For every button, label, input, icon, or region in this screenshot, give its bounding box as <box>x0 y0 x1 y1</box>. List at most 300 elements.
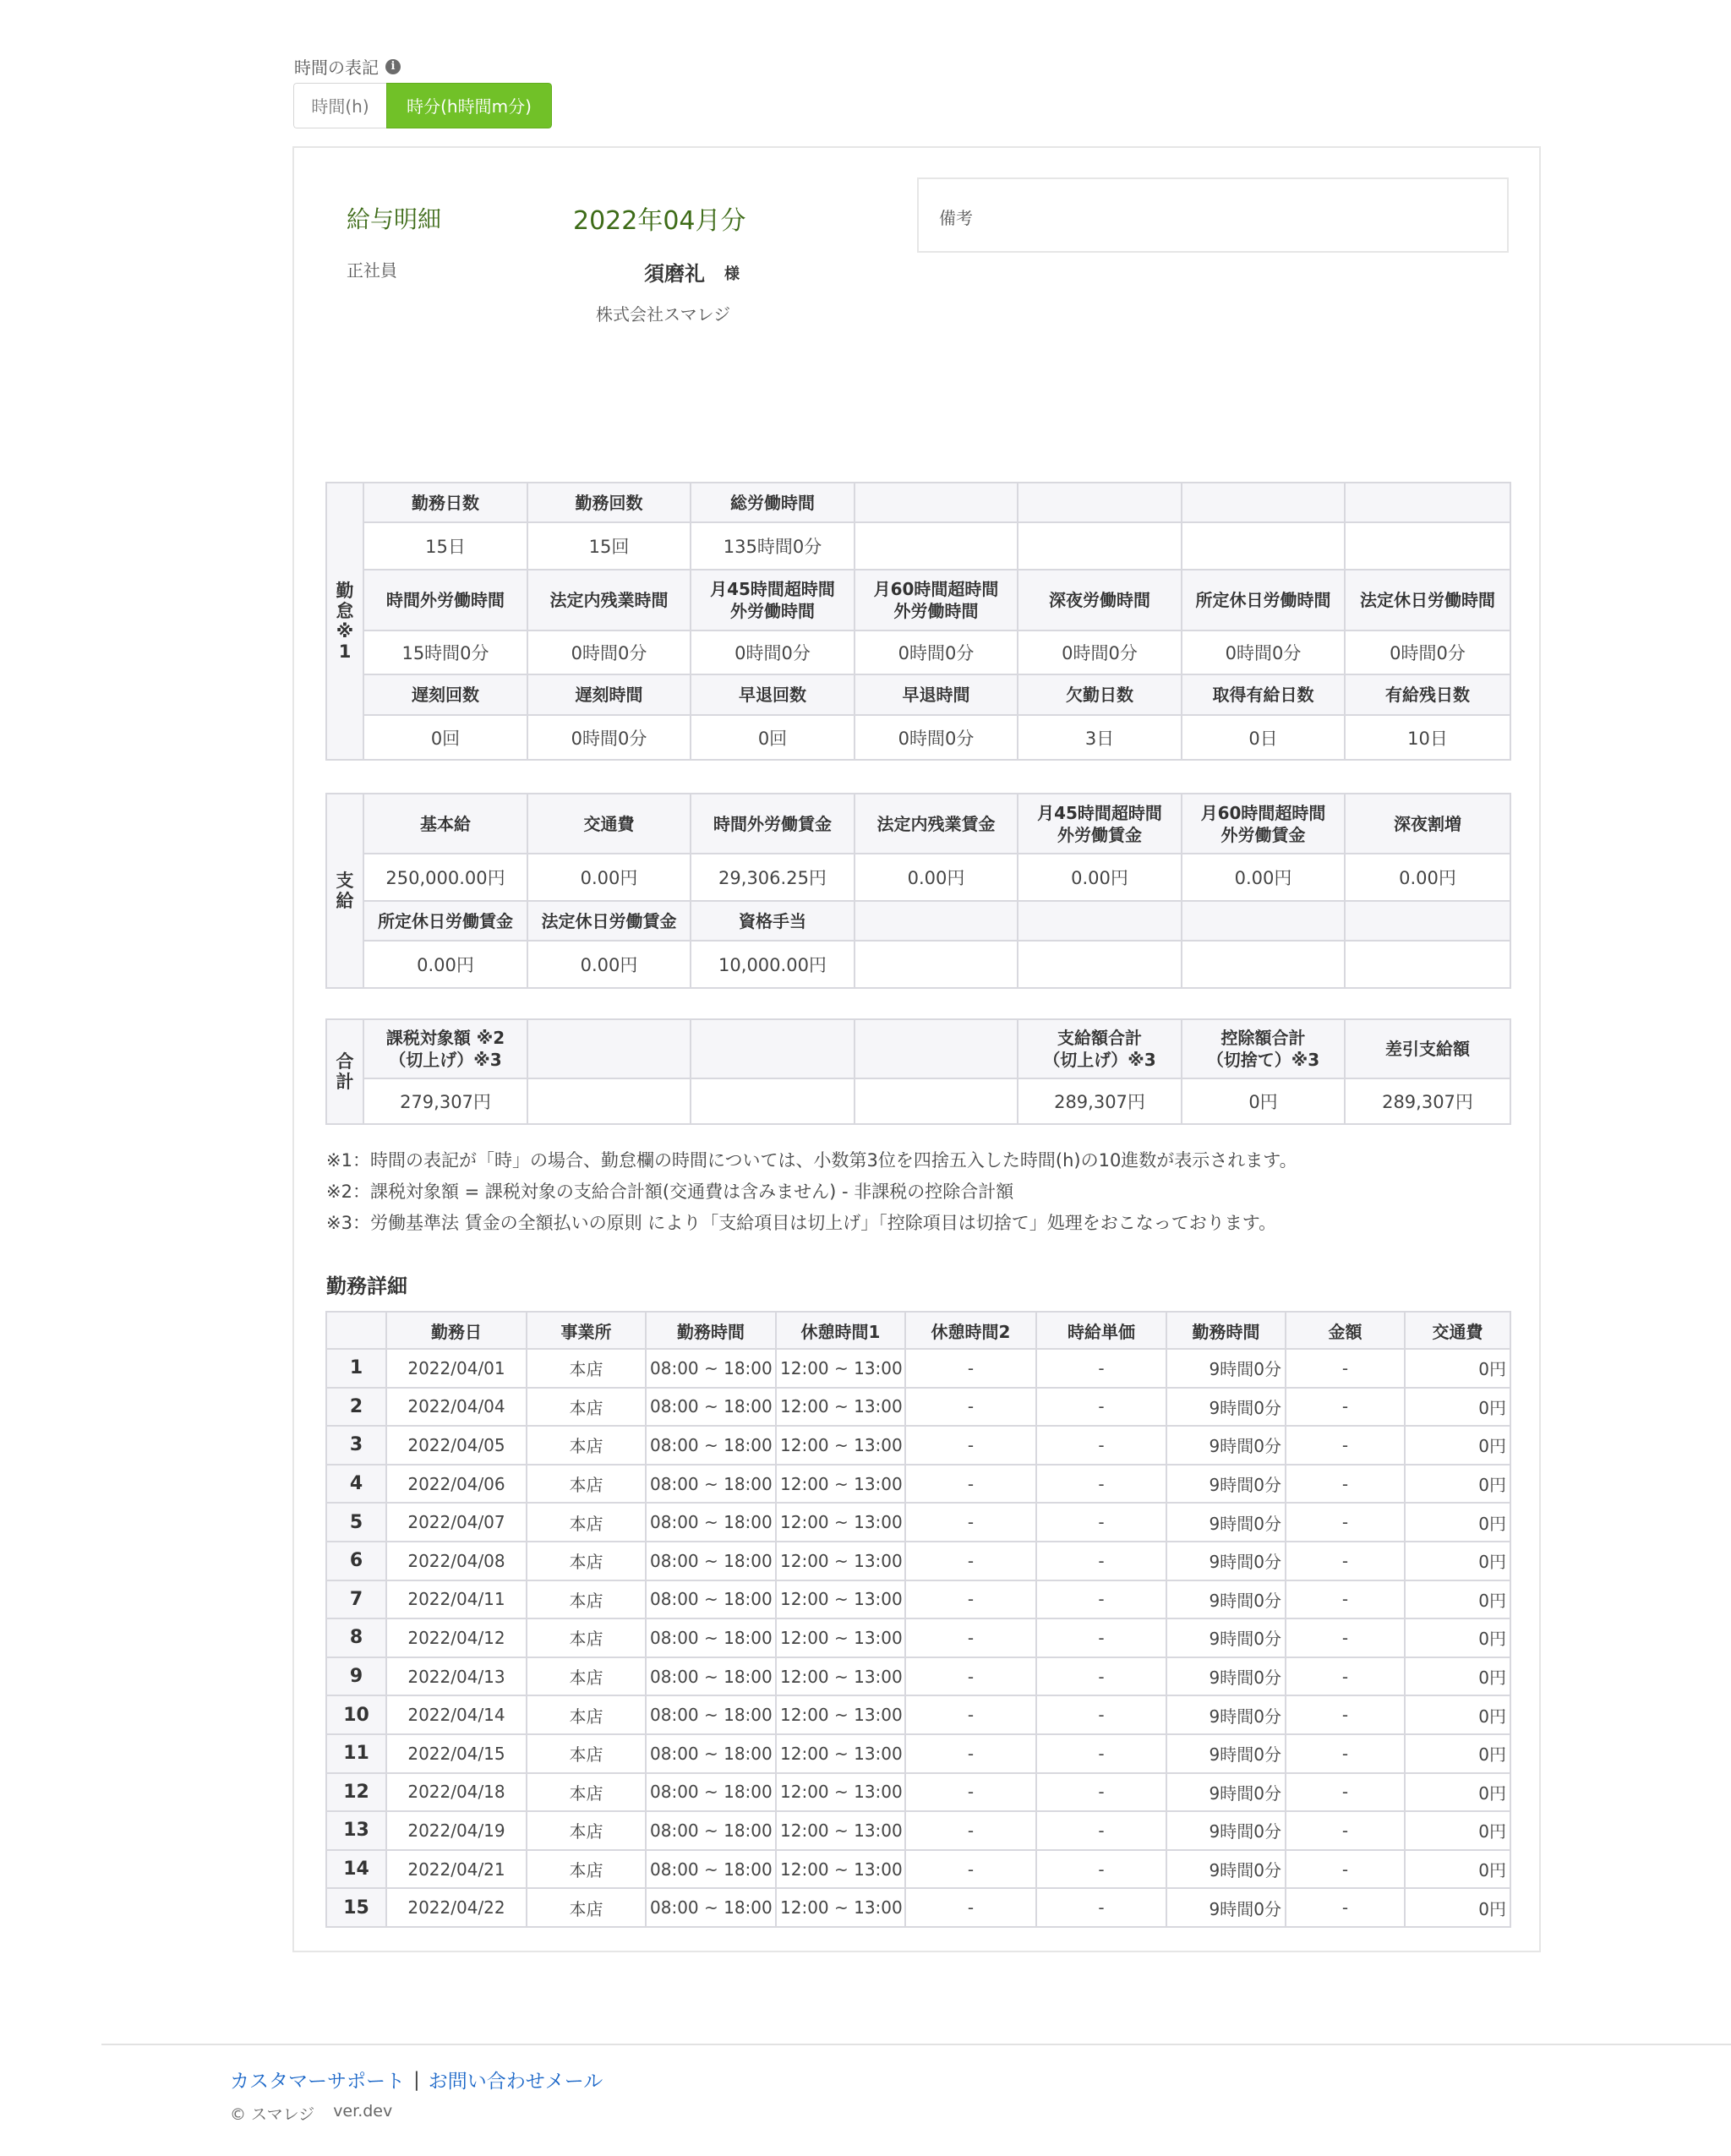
header-early-leave-count: 早退回数 <box>691 674 855 715</box>
value-total-payment: 289,307円 <box>1018 1078 1182 1124</box>
cell-transportation: 0円 <box>1405 1580 1510 1619</box>
cell-office: 本店 <box>527 1695 646 1734</box>
cell-break-2: - <box>905 1811 1036 1850</box>
cell-break-1: 12:00 ~ 13:00 <box>776 1773 905 1812</box>
header-total-deduction: 控除額合計 （切捨て）※3 <box>1182 1019 1345 1078</box>
cell-work-hours: 08:00 ~ 18:00 <box>646 1888 776 1927</box>
cell-break-2: - <box>905 1888 1036 1927</box>
cell-index: 14 <box>326 1850 386 1889</box>
header-taxable-amount: 課税対象額 ※2 （切上げ）※3 <box>363 1019 527 1078</box>
cell-work-hours: 08:00 ~ 18:00 <box>646 1349 776 1388</box>
value-work-count: 15回 <box>527 522 691 570</box>
cell-index: 13 <box>326 1811 386 1850</box>
value-qualification-allowance: 10,000.00円 <box>691 941 855 988</box>
value-night-premium: 0.00円 <box>1345 854 1510 901</box>
cell-work-date: 2022/04/13 <box>386 1657 527 1696</box>
header-net-payment: 差引支給額 <box>1345 1019 1510 1078</box>
cell-transportation: 0円 <box>1405 1695 1510 1734</box>
cell-transportation: 0円 <box>1405 1618 1510 1657</box>
cell-hourly-rate: - <box>1036 1580 1166 1619</box>
cell-break-2: - <box>905 1503 1036 1542</box>
payslip-title: 給与明細 <box>347 205 442 233</box>
table-row <box>326 1695 1510 1734</box>
cell-amount: - <box>1286 1850 1405 1889</box>
note-3: ※3：労働基準法 賃金の全額払いの原則 により「支給項目は切上げ」「控除項目は切捨て」処理をおこなっております。 <box>326 1213 1277 1233</box>
cell-work-hours: 08:00 ~ 18:00 <box>646 1618 776 1657</box>
cell-break-1: 12:00 ~ 13:00 <box>776 1465 905 1504</box>
cell-work-hours: 08:00 ~ 18:00 <box>646 1773 776 1812</box>
cell-index: 3 <box>326 1426 386 1465</box>
cell-transportation: 0円 <box>1405 1542 1510 1580</box>
value-transportation: 0.00円 <box>527 854 691 901</box>
table-row <box>326 1888 1510 1927</box>
footer-copyright <box>230 2102 392 2125</box>
cell-transportation: 0円 <box>1405 1657 1510 1696</box>
cell-work-time: 9時間0分 <box>1166 1503 1286 1542</box>
header-empty <box>527 1019 691 1078</box>
time-format-label-text: 時間の表記 <box>294 57 379 78</box>
cell-hourly-rate: - <box>1036 1850 1166 1889</box>
cell-work-date: 2022/04/08 <box>386 1542 527 1580</box>
cell-break-2: - <box>905 1388 1036 1427</box>
cell-office: 本店 <box>527 1618 646 1657</box>
cell-break-2: - <box>905 1850 1036 1889</box>
cell-office: 本店 <box>527 1349 646 1388</box>
value-scheduled-holiday-work: 0時間0分 <box>1182 630 1345 674</box>
cell-transportation: 0円 <box>1405 1426 1510 1465</box>
header-paid-leave-remaining: 有給残日数 <box>1345 674 1510 715</box>
header-night-premium: 深夜割増 <box>1345 794 1510 854</box>
cell-index: 12 <box>326 1773 386 1812</box>
value-late-time: 0時間0分 <box>527 715 691 760</box>
value-empty <box>527 1078 691 1124</box>
header-late-count: 遅刻回数 <box>363 674 527 715</box>
cell-work-time: 9時間0分 <box>1166 1734 1286 1773</box>
cell-index: 9 <box>326 1657 386 1696</box>
attendance-value-row-3 <box>326 715 1510 760</box>
version-text: ver.dev <box>333 2102 393 2121</box>
cell-work-time: 9時間0分 <box>1166 1426 1286 1465</box>
cell-work-hours: 08:00 ~ 18:00 <box>646 1503 776 1542</box>
cell-transportation: 0円 <box>1405 1349 1510 1388</box>
cell-work-hours: 08:00 ~ 18:00 <box>646 1580 776 1619</box>
time-format-hours-minutes-button[interactable]: 時分(h時間m分) <box>386 83 552 128</box>
cell-break-1: 12:00 ~ 13:00 <box>776 1503 905 1542</box>
cell-office: 本店 <box>527 1580 646 1619</box>
header-total-payment: 支給額合計 （切上げ）※3 <box>1018 1019 1182 1078</box>
value-empty <box>1018 522 1182 570</box>
cell-work-time: 9時間0分 <box>1166 1542 1286 1580</box>
value-empty <box>691 1078 855 1124</box>
cell-office: 本店 <box>527 1811 646 1850</box>
cell-amount: - <box>1286 1580 1405 1619</box>
table-row <box>326 1580 1510 1619</box>
cell-break-1: 12:00 ~ 13:00 <box>776 1388 905 1427</box>
header-scheduled-holiday-pay: 所定休日労働賃金 <box>363 901 527 941</box>
value-over60-overtime: 0時間0分 <box>855 630 1018 674</box>
header-empty <box>691 1019 855 1078</box>
cell-work-date: 2022/04/05 <box>386 1426 527 1465</box>
cell-hourly-rate: - <box>1036 1465 1166 1504</box>
cell-hourly-rate: - <box>1036 1542 1166 1580</box>
info-icon[interactable]: i <box>385 59 401 74</box>
cell-hourly-rate: - <box>1036 1811 1166 1850</box>
cell-office: 本店 <box>527 1426 646 1465</box>
cell-transportation: 0円 <box>1405 1773 1510 1812</box>
cell-work-date: 2022/04/22 <box>386 1888 527 1927</box>
value-empty <box>855 941 1018 988</box>
cell-break-2: - <box>905 1618 1036 1657</box>
header-break-2: 休憩時間2 <box>905 1312 1036 1349</box>
cell-break-1: 12:00 ~ 13:00 <box>776 1426 905 1465</box>
value-late-count: 0回 <box>363 715 527 760</box>
table-row <box>326 1465 1510 1504</box>
cell-break-2: - <box>905 1426 1036 1465</box>
cell-work-time: 9時間0分 <box>1166 1695 1286 1734</box>
cell-amount: - <box>1286 1811 1405 1850</box>
cell-office: 本店 <box>527 1734 646 1773</box>
value-empty <box>1182 941 1345 988</box>
payment-table <box>325 793 1511 989</box>
cell-work-time: 9時間0分 <box>1166 1388 1286 1427</box>
value-over45-overtime: 0時間0分 <box>691 630 855 674</box>
cell-hourly-rate: - <box>1036 1888 1166 1927</box>
value-paid-leave-taken: 0日 <box>1182 715 1345 760</box>
side-label-text: 勤 怠 ※ 1 <box>336 581 354 662</box>
footer-link-separator: | <box>413 2068 420 2091</box>
table-row <box>326 1657 1510 1696</box>
cell-break-1: 12:00 ~ 13:00 <box>776 1349 905 1388</box>
header-overtime-pay: 時間外労働賃金 <box>691 794 855 854</box>
table-row <box>326 1811 1510 1850</box>
value-empty <box>1345 522 1510 570</box>
cell-transportation: 0円 <box>1405 1888 1510 1927</box>
cell-break-2: - <box>905 1695 1036 1734</box>
cell-transportation: 0円 <box>1405 1811 1510 1850</box>
header-work-hours: 勤務時間 <box>646 1312 776 1349</box>
header-transportation: 交通費 <box>527 794 691 854</box>
header-over45-overtime-pay: 月45時間超時間 外労働賃金 <box>1018 794 1182 854</box>
header-empty <box>1345 901 1510 941</box>
cell-break-2: - <box>905 1349 1036 1388</box>
cell-break-1: 12:00 ~ 13:00 <box>776 1734 905 1773</box>
cell-amount: - <box>1286 1388 1405 1427</box>
cell-work-time: 9時間0分 <box>1166 1465 1286 1504</box>
cell-work-date: 2022/04/01 <box>386 1349 527 1388</box>
side-label-text: 支 給 <box>336 871 354 911</box>
employment-type: 正社員 <box>347 260 397 281</box>
cell-index: 1 <box>326 1349 386 1388</box>
value-paid-leave-remaining: 10日 <box>1345 715 1510 760</box>
time-format-label <box>294 54 401 79</box>
value-work-days: 15日 <box>363 522 527 570</box>
cell-break-1: 12:00 ~ 13:00 <box>776 1618 905 1657</box>
header-paid-leave-taken: 取得有給日数 <box>1182 674 1345 715</box>
payment-header-row-2 <box>326 901 1510 941</box>
note-2: ※2：課税対象額 = 課税対象の支給合計額(交通費は含みません) - 非課税の控除合計額 <box>326 1182 1014 1202</box>
header-empty <box>1182 901 1345 941</box>
value-early-leave-time: 0時間0分 <box>855 715 1018 760</box>
contact-email-link[interactable]: お問い合わせメール <box>428 2071 603 2093</box>
cell-hourly-rate: - <box>1036 1618 1166 1657</box>
cell-work-time: 9時間0分 <box>1166 1888 1286 1927</box>
cell-index: 7 <box>326 1580 386 1619</box>
cell-work-hours: 08:00 ~ 18:00 <box>646 1734 776 1773</box>
payment-value-row-1 <box>326 854 1510 901</box>
value-legal-holiday-work: 0時間0分 <box>1345 630 1510 674</box>
header-overtime: 時間外労働時間 <box>363 570 527 630</box>
header-empty <box>1018 483 1182 522</box>
cell-amount: - <box>1286 1695 1405 1734</box>
cell-hourly-rate: - <box>1036 1503 1166 1542</box>
header-late-time: 遅刻時間 <box>527 674 691 715</box>
cell-break-2: - <box>905 1465 1036 1504</box>
value-legal-overtime-pay: 0.00円 <box>855 854 1018 901</box>
cell-break-2: - <box>905 1657 1036 1696</box>
remarks-box <box>917 177 1509 253</box>
cell-index: 2 <box>326 1388 386 1427</box>
cell-work-date: 2022/04/12 <box>386 1618 527 1657</box>
cell-amount: - <box>1286 1426 1405 1465</box>
time-format-toggle <box>293 83 552 128</box>
header-legal-holiday-work: 法定休日労働時間 <box>1345 570 1510 630</box>
cell-work-time: 9時間0分 <box>1166 1580 1286 1619</box>
cell-work-date: 2022/04/15 <box>386 1734 527 1773</box>
cell-amount: - <box>1286 1888 1405 1927</box>
cell-office: 本店 <box>527 1542 646 1580</box>
value-absence-days: 3日 <box>1018 715 1182 760</box>
cell-office: 本店 <box>527 1773 646 1812</box>
cell-work-hours: 08:00 ~ 18:00 <box>646 1657 776 1696</box>
payment-header-row-1 <box>326 794 1510 854</box>
cell-hourly-rate: - <box>1036 1695 1166 1734</box>
header-over45-overtime: 月45時間超時間 外労働時間 <box>691 570 855 630</box>
work-detail-title: 勤務詳細 <box>326 1274 407 1298</box>
value-over45-overtime-pay: 0.00円 <box>1018 854 1182 901</box>
cell-amount: - <box>1286 1503 1405 1542</box>
cell-hourly-rate: - <box>1036 1657 1166 1696</box>
totals-table <box>325 1018 1511 1125</box>
cell-index: 5 <box>326 1503 386 1542</box>
value-empty <box>855 1078 1018 1124</box>
table-row <box>326 1349 1510 1388</box>
attendance-value-row-2 <box>326 630 1510 674</box>
header-work-date: 勤務日 <box>386 1312 527 1349</box>
attendance-header-row-1 <box>326 483 1510 522</box>
value-overtime-pay: 29,306.25円 <box>691 854 855 901</box>
table-row <box>326 1388 1510 1427</box>
header-index <box>326 1312 386 1349</box>
header-legal-holiday-pay: 法定休日労働賃金 <box>527 901 691 941</box>
cell-work-date: 2022/04/07 <box>386 1503 527 1542</box>
cell-index: 10 <box>326 1695 386 1734</box>
header-absence-days: 欠勤日数 <box>1018 674 1182 715</box>
attendance-value-row-1 <box>326 522 1510 570</box>
cell-break-1: 12:00 ~ 13:00 <box>776 1542 905 1580</box>
cell-office: 本店 <box>527 1388 646 1427</box>
header-work-count: 勤務回数 <box>527 483 691 522</box>
value-legal-overtime: 0時間0分 <box>527 630 691 674</box>
note-1: ※1：時間の表記が「時」の場合、勤怠欄の時間については、小数第3位を四捨五入した時間(h)の10進数が表示されます。 <box>326 1150 1297 1171</box>
cell-work-date: 2022/04/21 <box>386 1850 527 1889</box>
employee-name: 須磨礼 <box>644 262 705 286</box>
cell-work-hours: 08:00 ~ 18:00 <box>646 1811 776 1850</box>
cell-hourly-rate: - <box>1036 1426 1166 1465</box>
footer-links <box>230 2066 603 2093</box>
header-over60-overtime: 月60時間超時間 外労働時間 <box>855 570 1018 630</box>
cell-work-time: 9時間0分 <box>1166 1349 1286 1388</box>
cell-work-time: 9時間0分 <box>1166 1773 1286 1812</box>
cell-break-1: 12:00 ~ 13:00 <box>776 1657 905 1696</box>
cell-break-1: 12:00 ~ 13:00 <box>776 1580 905 1619</box>
cell-office: 本店 <box>527 1503 646 1542</box>
cell-work-time: 9時間0分 <box>1166 1657 1286 1696</box>
value-total-work-time: 135時間0分 <box>691 522 855 570</box>
attendance-header-row-2 <box>326 570 1510 630</box>
cell-index: 6 <box>326 1542 386 1580</box>
cell-work-date: 2022/04/18 <box>386 1773 527 1812</box>
cell-index: 15 <box>326 1888 386 1927</box>
cell-index: 8 <box>326 1618 386 1657</box>
value-legal-holiday-pay: 0.00円 <box>527 941 691 988</box>
header-office: 事業所 <box>527 1312 646 1349</box>
header-empty <box>855 483 1018 522</box>
payslip-period: 2022年04月分 <box>573 206 746 236</box>
cell-work-hours: 08:00 ~ 18:00 <box>646 1542 776 1580</box>
cell-work-time: 9時間0分 <box>1166 1618 1286 1657</box>
value-empty <box>1345 941 1510 988</box>
table-row <box>326 1734 1510 1773</box>
header-qualification-allowance: 資格手当 <box>691 901 855 941</box>
cell-work-date: 2022/04/19 <box>386 1811 527 1850</box>
payment-side-label <box>326 794 363 988</box>
copyright-text: © スマレジ <box>230 2105 315 2124</box>
cell-amount: - <box>1286 1465 1405 1504</box>
cell-break-1: 12:00 ~ 13:00 <box>776 1850 905 1889</box>
cell-break-2: - <box>905 1542 1036 1580</box>
header-legal-overtime-pay: 法定内残業賃金 <box>855 794 1018 854</box>
header-break-1: 休憩時間1 <box>776 1312 905 1349</box>
cell-transportation: 0円 <box>1405 1388 1510 1427</box>
cell-work-time: 9時間0分 <box>1166 1850 1286 1889</box>
payment-value-row-2 <box>326 941 1510 988</box>
table-row <box>326 1850 1510 1889</box>
table-row <box>326 1618 1510 1657</box>
totals-value-row <box>326 1078 1510 1124</box>
attendance-table <box>325 482 1511 761</box>
totals-side-label <box>326 1019 363 1124</box>
cell-work-date: 2022/04/06 <box>386 1465 527 1504</box>
header-work-time: 勤務時間 <box>1166 1312 1286 1349</box>
cell-break-1: 12:00 ~ 13:00 <box>776 1888 905 1927</box>
company-name: 株式会社スマレジ <box>596 304 731 325</box>
header-hourly-rate: 時給単価 <box>1036 1312 1166 1349</box>
value-night-work: 0時間0分 <box>1018 630 1182 674</box>
cell-office: 本店 <box>527 1888 646 1927</box>
time-format-hours-button[interactable]: 時間(h) <box>293 83 386 128</box>
employee-honorific: 様 <box>724 265 740 283</box>
cell-amount: - <box>1286 1349 1405 1388</box>
value-over60-overtime-pay: 0.00円 <box>1182 854 1345 901</box>
cell-work-time: 9時間0分 <box>1166 1811 1286 1850</box>
cell-transportation: 0円 <box>1405 1503 1510 1542</box>
header-night-work: 深夜労働時間 <box>1018 570 1182 630</box>
footer-divider <box>101 2044 1731 2045</box>
cell-work-hours: 08:00 ~ 18:00 <box>646 1465 776 1504</box>
value-total-deduction: 0円 <box>1182 1078 1345 1124</box>
cell-break-2: - <box>905 1773 1036 1812</box>
table-row <box>326 1773 1510 1812</box>
value-base-salary: 250,000.00円 <box>363 854 527 901</box>
cell-hourly-rate: - <box>1036 1773 1166 1812</box>
cell-amount: - <box>1286 1542 1405 1580</box>
value-scheduled-holiday-pay: 0.00円 <box>363 941 527 988</box>
cell-transportation: 0円 <box>1405 1465 1510 1504</box>
header-over60-overtime-pay: 月60時間超時間 外労働賃金 <box>1182 794 1345 854</box>
cell-amount: - <box>1286 1773 1405 1812</box>
cell-amount: - <box>1286 1734 1405 1773</box>
header-base-salary: 基本給 <box>363 794 527 854</box>
cell-break-1: 12:00 ~ 13:00 <box>776 1695 905 1734</box>
cell-hourly-rate: - <box>1036 1734 1166 1773</box>
cell-index: 4 <box>326 1465 386 1504</box>
cell-office: 本店 <box>527 1657 646 1696</box>
cell-break-2: - <box>905 1734 1036 1773</box>
value-empty <box>855 522 1018 570</box>
customer-support-link[interactable]: カスタマーサポート <box>230 2071 405 2093</box>
attendance-header-row-3 <box>326 674 1510 715</box>
cell-work-date: 2022/04/04 <box>386 1388 527 1427</box>
side-label-text: 合 計 <box>336 1051 354 1092</box>
header-early-leave-time: 早退時間 <box>855 674 1018 715</box>
cell-office: 本店 <box>527 1465 646 1504</box>
value-empty <box>1182 522 1345 570</box>
cell-work-hours: 08:00 ~ 18:00 <box>646 1695 776 1734</box>
cell-transportation: 0円 <box>1405 1734 1510 1773</box>
cell-index: 11 <box>326 1734 386 1773</box>
cell-hourly-rate: - <box>1036 1388 1166 1427</box>
header-empty <box>1345 483 1510 522</box>
header-empty <box>855 1019 1018 1078</box>
value-net-payment: 289,307円 <box>1345 1078 1510 1124</box>
header-work-days: 勤務日数 <box>363 483 527 522</box>
header-amount: 金額 <box>1286 1312 1405 1349</box>
cell-work-hours: 08:00 ~ 18:00 <box>646 1388 776 1427</box>
cell-transportation: 0円 <box>1405 1850 1510 1889</box>
work-detail-table <box>325 1311 1511 1928</box>
totals-header-row <box>326 1019 1510 1078</box>
remarks-label: 備考 <box>939 208 973 228</box>
header-empty <box>1018 901 1182 941</box>
header-transportation: 交通費 <box>1405 1312 1510 1349</box>
table-row <box>326 1426 1510 1465</box>
cell-break-2: - <box>905 1580 1036 1619</box>
cell-work-hours: 08:00 ~ 18:00 <box>646 1850 776 1889</box>
value-early-leave-count: 0回 <box>691 715 855 760</box>
header-total-work-time: 総労働時間 <box>691 483 855 522</box>
cell-office: 本店 <box>527 1850 646 1889</box>
header-empty <box>1182 483 1345 522</box>
cell-work-hours: 08:00 ~ 18:00 <box>646 1426 776 1465</box>
value-taxable-amount: 279,307円 <box>363 1078 527 1124</box>
header-empty <box>855 901 1018 941</box>
cell-amount: - <box>1286 1657 1405 1696</box>
value-empty <box>1018 941 1182 988</box>
cell-work-date: 2022/04/14 <box>386 1695 527 1734</box>
work-detail-header-row <box>326 1312 1510 1349</box>
cell-break-1: 12:00 ~ 13:00 <box>776 1811 905 1850</box>
cell-amount: - <box>1286 1618 1405 1657</box>
